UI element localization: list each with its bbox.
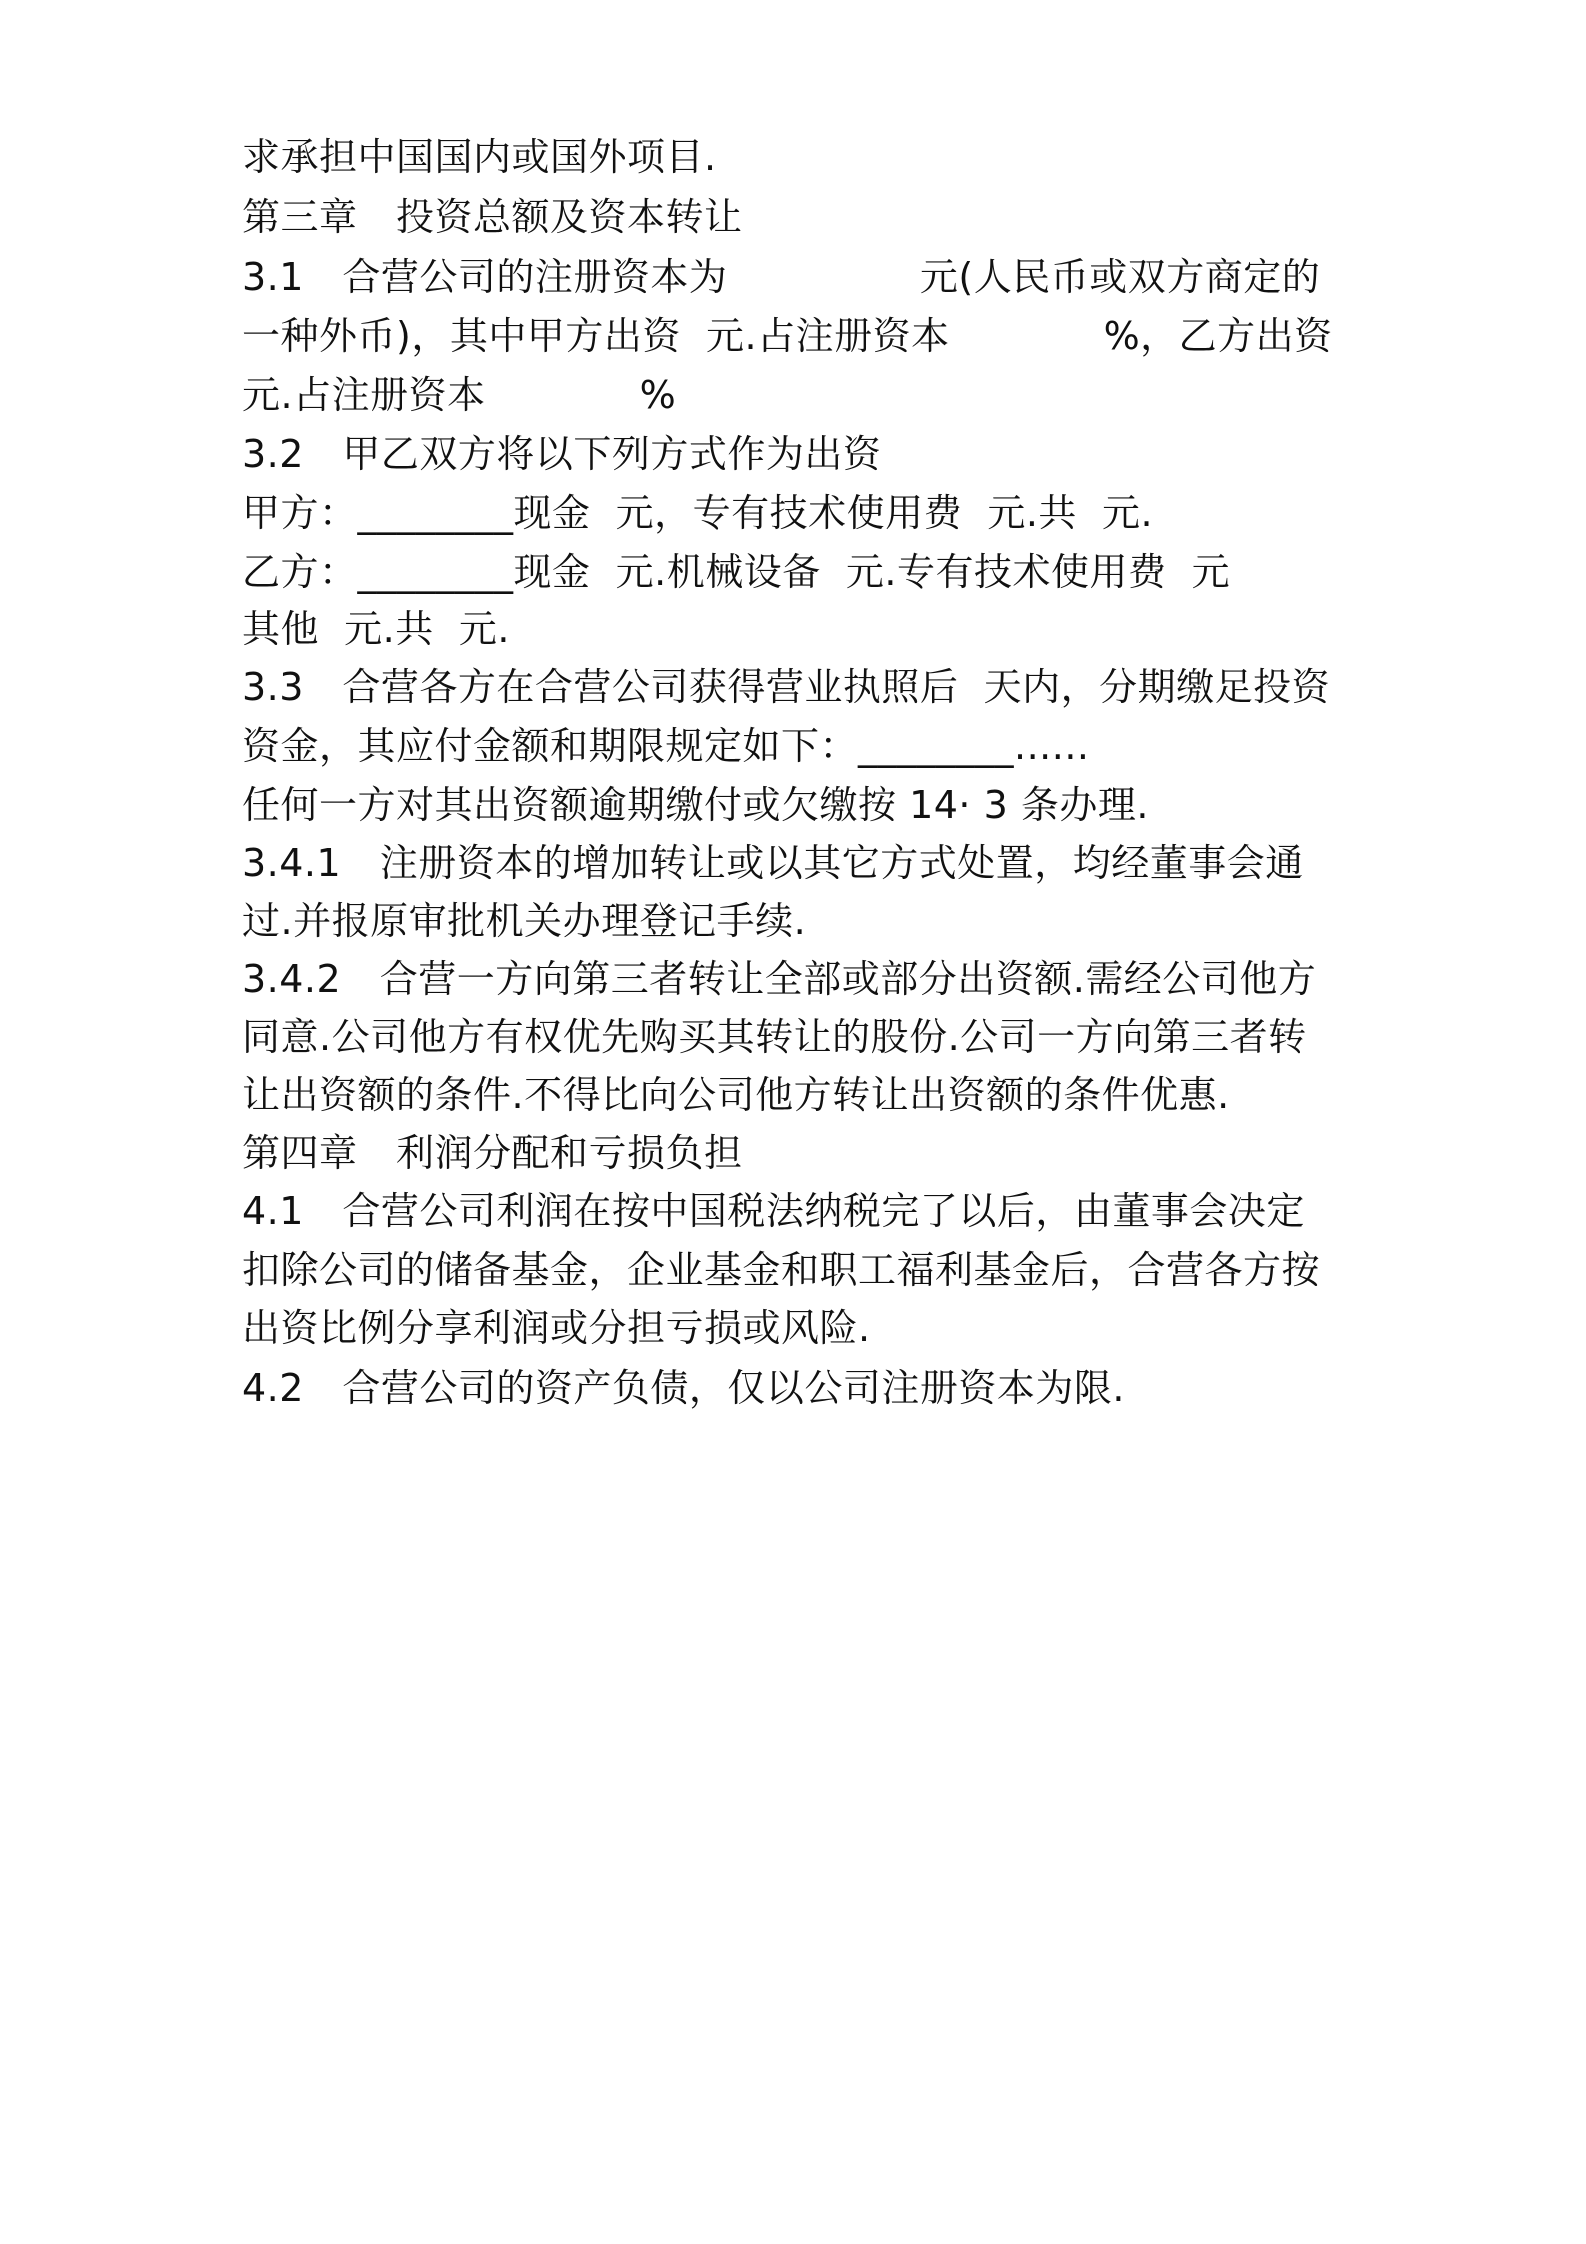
text-line: 一种外币)，其中甲方出资 元.占注册资本 %，乙方出资 [242, 314, 1333, 358]
text-line: 过.并报原审批机关办理登记手续. [242, 899, 807, 943]
text-line: 任何一方对其出资额逾期缴付或欠缴按 14· 3 条办理. [242, 783, 1149, 827]
text-line: 甲方：________现金 元，专有技术使用费 元.共 元. [242, 491, 1154, 535]
text-line: 让出资额的条件.不得比向公司他方转让出资额的条件优惠. [242, 1073, 1230, 1117]
text-line: 求承担中国国内或国外项目. [242, 135, 717, 179]
clause-line: 3.2 甲乙双方将以下列方式作为出资 [242, 432, 882, 476]
text-line: 乙方：________现金 元.机械设备 元.专有技术使用费 元 [242, 550, 1231, 594]
chapter-heading: 第三章 投资总额及资本转让 [242, 195, 743, 239]
clause-line: 3.3 合营各方在合营公司获得营业执照后 天内，分期缴足投资 [242, 665, 1331, 709]
text-line: 出资比例分享利润或分担亏损或风险. [242, 1306, 871, 1350]
text-line: 资金，其应付金额和期限规定如下：________...... [242, 724, 1090, 768]
clause-line: 3.1 合营公司的注册资本为 元(人民币或双方商定的 [242, 255, 1321, 299]
clause-line: 3.4.2 合营一方向第三者转让全部或部分出资额.需经公司他方 [242, 957, 1317, 1001]
text-line: 元.占注册资本 % [242, 373, 677, 417]
text-line: 其他 元.共 元. [242, 607, 510, 651]
chapter-heading: 第四章 利润分配和亏损负担 [242, 1131, 743, 1175]
text-line: 扣除公司的储备基金，企业基金和职工福利基金后，合营各方按 [242, 1248, 1321, 1292]
clause-line: 4.1 合营公司利润在按中国税法纳税完了以后，由董事会决定 [242, 1189, 1305, 1233]
clause-line: 3.4.1 注册资本的增加转让或以其它方式处置，均经董事会通 [242, 841, 1304, 885]
text-line: 同意.公司他方有权优先购买其转让的股份.公司一方向第三者转 [242, 1015, 1307, 1059]
clause-line: 4.2 合营公司的资产负债，仅以公司注册资本为限. [242, 1366, 1126, 1410]
